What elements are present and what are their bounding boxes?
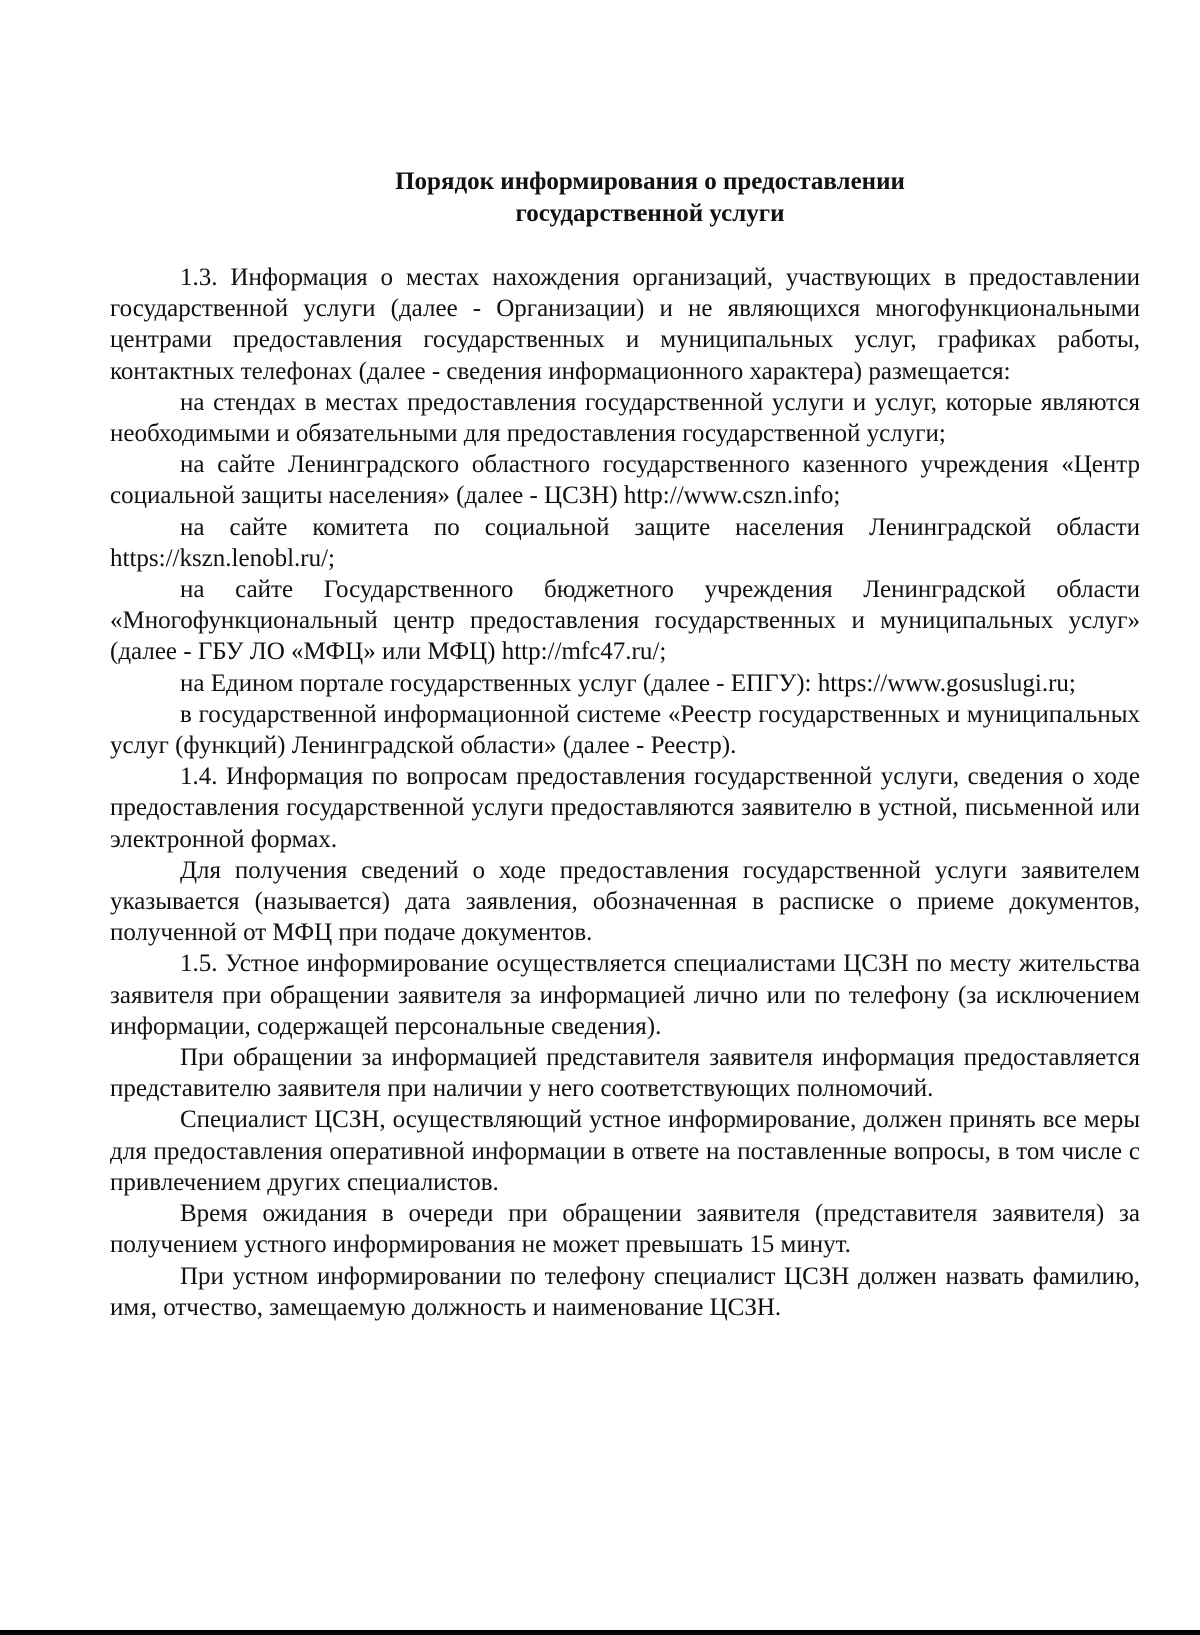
paragraph-specialist: Специалист ЦСЗН, осуществляющий устное информирование, должен принять все меры для предоставления оперативной информации в ответе на поставленные вопросы, в том числе с привлечением других специалистов. (110, 1106, 1140, 1196)
paragraph-stands: на стендах в местах предоставления государственной услуги и услуг, которые являются необходимыми и обязательными для предоставления государственной услуги; (110, 388, 1140, 448)
document-title (0, 166, 1200, 230)
paragraph-cszn-site: на сайте Ленинградского областного государственного казенного учреждения «Центр социальной защиты населения» (далее - ЦСЗН) http://www.cszn.info; (110, 451, 1140, 510)
paragraph-1-5: 1.5. Устное информирование осуществляется специалистами ЦСЗН по месту жительства заявителя при обращении заявителя за информацией лично или по телефону (за исключением информации, содержащей персональные сведения). (110, 950, 1140, 1040)
document-title-line-1: Порядок информирования о предоставлении (395, 168, 905, 195)
paragraph-representative: При обращении за информацией представителя заявителя информация предоставляется представителю заявителя при наличии у него соответствующих полномочий. (110, 1044, 1140, 1103)
paragraph-phone-info: При устном информировании по телефону специалист ЦСЗН должен назвать фамилию, имя, отчество, замещаемую должность и наименование ЦСЗН. (110, 1262, 1140, 1321)
paragraph-mfc-site: на сайте Государственного бюджетного учреждения Ленинградской области «Многофункциональный центр предоставления государственных и муниципальных услуг» (далее - ГБУ ЛО «МФЦ» или МФЦ) http://mfc47.ru/; (110, 576, 1140, 666)
paragraph-1-4: 1.4. Информация по вопросам предоставления государственной услуги, сведения о ходе предоставления государственной услуги предоставляются заявителю в устной, письменной или электронной формах. (110, 763, 1140, 853)
paragraph-1-3: 1.3. Информация о местах нахождения организаций, участвующих в предоставлении государственной услуги (далее - Организации) и не являющихся многофункциональными центрами предоставления государственных и муниципальных услуг, графиках работы, контактных телефонах (далее - сведения информационного характера) размещается: (110, 264, 1140, 385)
paragraph-committee-site: на сайте комитета по социальной защите населения Ленинградской области https://kszn.lenobl.ru/; (110, 513, 1140, 572)
document-title-line-2: государственной услуги (515, 200, 785, 227)
paragraph-status-info: Для получения сведений о ходе предоставления государственной услуги заявителем указывается (называется) дата заявления, обозначенная в расписке о приеме документов, полученной от МФЦ при подаче документов. (110, 856, 1140, 947)
paragraph-registry: в государственной информационной системе «Реестр государственных и муниципальных услуг (функций) Ленинградской области» (далее - Реестр). (110, 700, 1140, 760)
scan-bottom-edge (0, 1630, 1200, 1635)
paragraph-epgu: на Едином портале государственных услуг (далее - ЕПГУ): https://www.gosuslugi.ru; (180, 669, 1076, 697)
paragraph-waiting-time: Время ожидания в очереди при обращении заявителя (представителя заявителя) за получением устного информирования не может превышать 15 минут. (110, 1200, 1140, 1259)
document-body (110, 262, 1140, 1323)
